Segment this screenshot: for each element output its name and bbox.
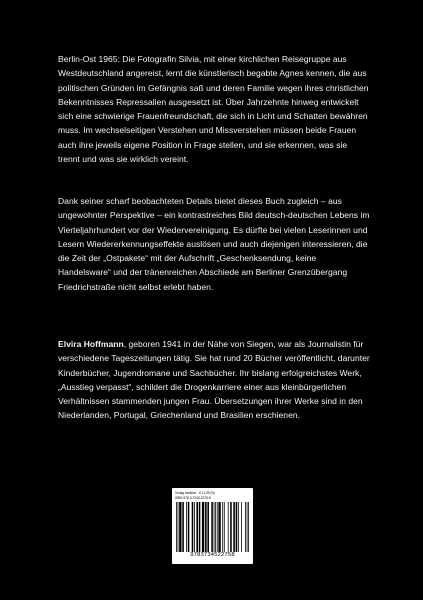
barcode-bar	[188, 502, 190, 552]
barcode-bar	[194, 502, 195, 552]
barcode-bar	[205, 502, 207, 552]
barcode-header	[175, 491, 250, 495]
barcode-bar	[236, 502, 238, 552]
barcode-bar	[222, 502, 223, 552]
barcode-digits: 9783734522758	[190, 552, 235, 558]
barcode-bar	[178, 502, 179, 552]
barcode-bar	[215, 502, 216, 552]
blurb-paragraph-1	[58, 52, 370, 166]
author-bio	[58, 337, 370, 423]
barcode-bar	[247, 502, 248, 552]
blurb-paragraph-2	[58, 194, 370, 294]
barcode-bar	[228, 502, 229, 552]
barcode-bar	[176, 502, 177, 552]
barcode-box	[172, 488, 253, 564]
barcode-bar	[245, 502, 246, 552]
barcode-bar	[218, 502, 220, 552]
barcode-bar	[233, 502, 235, 552]
barcode-publisher: Verlag tredition	[175, 491, 197, 495]
barcode-bar	[207, 502, 209, 552]
blurb-text-2: Dank seiner scharf beobachteten Details bietet dieses Buch zugleich – aus ungewohnter Perspektive – ein kontrastreiches Bild deutsch-deutschen Lebens im Vierteljahrhundert vor der Wiedervereinigung. Es dürfte bei vielen Leserinnen und Lesern Wiedererkennungseffekte auslösen und auch diejenigen interessieren, die die Zeit der „Ostpakete“ mit der Aufschrift „Geschenksendung, keine Handelsware“ und der tränenreichen Abschiede am Berliner Grenzübergang Friedrichstraße nicht selbst erlebt haben.	[58, 196, 370, 292]
barcode-isbn: ISBN 978-3-7345-2275-8	[175, 496, 211, 500]
blurb-text-1: Berlin-Ost 1965: Die Fotografin Silvia, mit einer kirchlichen Reisegruppe aus Westdeutschland angereist, lernt die künstlerisch begabte Agnes kennen, die aus politischen Gründen im Gefängnis saß und deren Familie wegen ihres christlichen Bekenntnisses Repressalien ausgesetzt ist. Über Jahrzehnte hinweg entwickelt sich eine schwierige Frauenfreundschaft, die sich in Licht und Schatten bewähren muss. Im wechselseitigen Verstehen und Missverstehen müssen beide Frauen auch ihre jeweils eigene Position in Frage stellen, und sie erkennen, was sie trennt und was sie wirklich vereint.	[58, 54, 369, 165]
author-bio-text	[58, 337, 370, 423]
author-bio-body: , geboren 1941 in der Nähe von Siegen, war als Journalistin für verschiedene Tageszeitungen tätig. Sie hat rund 20 Bücher veröffentlicht, darunter Kinderbücher, Jugendromane und Sachbücher. Ihr bislang erfolgreichstes Werk, „Ausstieg verpasst“, schildert die Drogenkarriere einer aus kleinbürgerlichen Verhältnissen stammenden jungen Frau. Übersetzungen ihrer Werke sind in den Niederlanden, Portugal, Griechenland und Brasilien erschienen.	[58, 339, 370, 421]
barcode-bar	[238, 502, 239, 552]
barcode-bar	[196, 502, 198, 552]
barcode-bar	[214, 502, 215, 552]
barcode-bar	[199, 502, 201, 552]
barcode-bars	[176, 502, 249, 552]
barcode-bar	[217, 502, 218, 552]
barcode-bar	[182, 502, 184, 552]
barcode-bar	[202, 502, 204, 552]
barcode-bar	[230, 502, 232, 552]
barcode-bar	[211, 502, 213, 552]
barcode-bar	[224, 502, 225, 552]
barcode-price: € 11,99 (D)	[199, 491, 215, 495]
barcode-bar	[186, 502, 187, 552]
barcode-bar	[179, 502, 181, 552]
barcode-bar	[248, 502, 249, 552]
barcode-bar	[241, 502, 242, 552]
author-name: Elvira Hoffmann	[58, 339, 124, 349]
barcode-bar	[192, 502, 194, 552]
